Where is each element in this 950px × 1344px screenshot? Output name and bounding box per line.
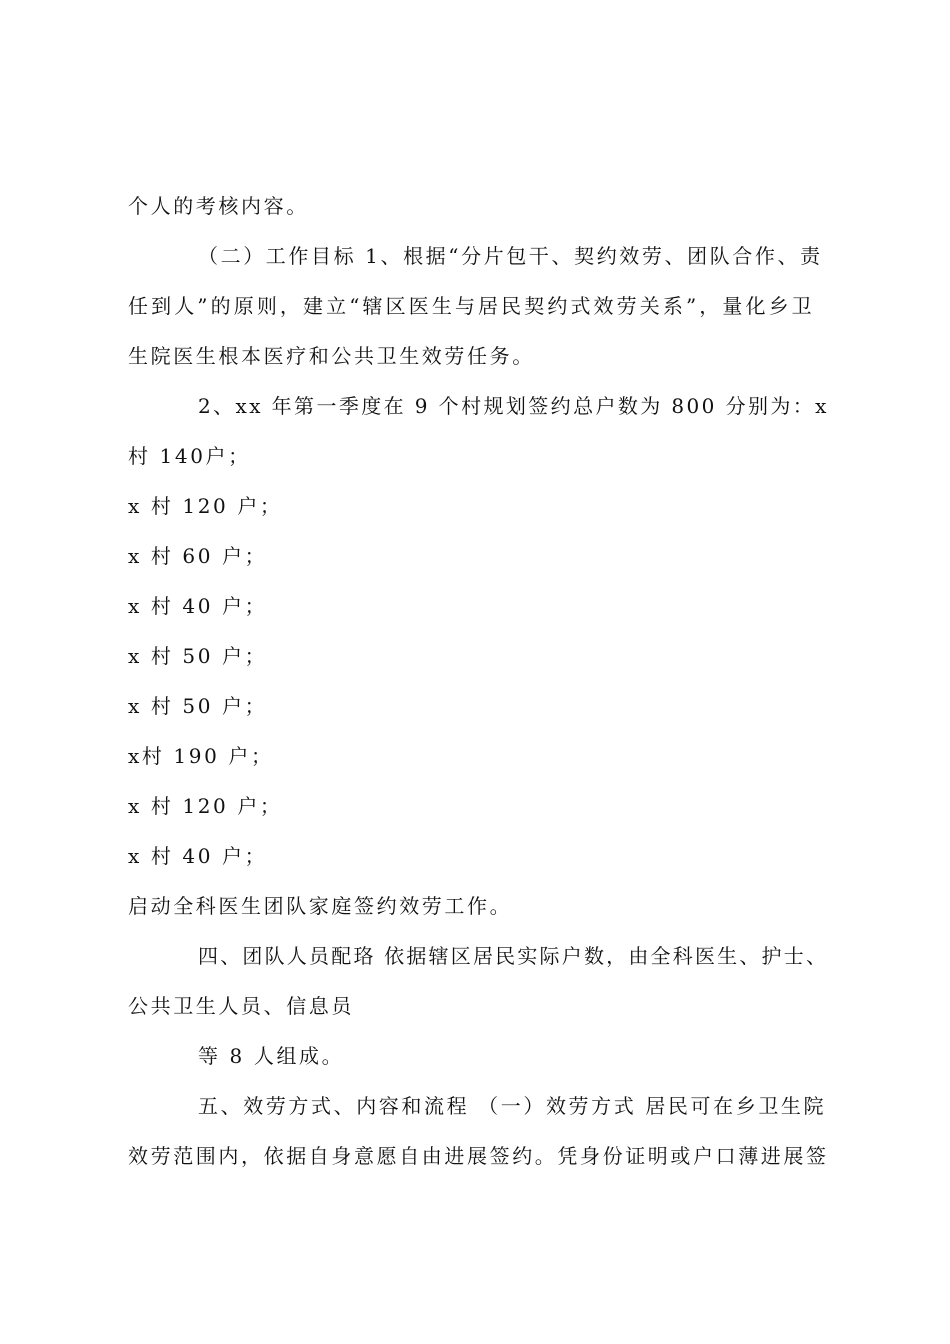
text-line-7: x 村 120 户； [128, 494, 283, 518]
text-line-2: （二）工作目标 1、根据“分片包干、契约效劳、团队合作、责 [198, 244, 823, 268]
text-line-20: 效劳范围内，依据自身意愿自由进展签约。凭身份证明或户口薄进展签 [128, 1144, 829, 1168]
text-line-1: 个人的考核内容。 [128, 194, 309, 218]
text-line-18: 等 8 人组成。 [198, 1044, 345, 1068]
text-line-3: 任到人”的原则，建立“辖区医生与居民契约式效劳关系”，量化乡卫 [128, 294, 815, 318]
text-line-14: x 村 40 户； [128, 844, 268, 868]
text-line-9: x 村 40 户； [128, 594, 268, 618]
text-line-8: x 村 60 户； [128, 544, 268, 568]
text-line-13: x 村 120 户； [128, 794, 283, 818]
text-line-12: x村 190 户； [128, 744, 274, 768]
text-line-10: x 村 50 户； [128, 644, 268, 668]
text-line-19: 五、效劳方式、内容和流程 （一）效劳方式 居民可在乡卫生院 [198, 1094, 827, 1118]
text-line-15: 启动全科医生团队家庭签约效劳工作。 [128, 894, 513, 918]
text-line-6: 村 140户； [128, 444, 251, 468]
text-line-16: 四、团队人员配珞 依据辖区居民实际户数，由全科医生、护士、 [198, 944, 829, 968]
text-line-5: 2、xx 年第一季度在 9 个村规划签约总户数为 800 分别为：x [198, 394, 829, 418]
text-line-11: x 村 50 户； [128, 694, 268, 718]
text-line-17: 公共卫生人员、信息员 [128, 994, 354, 1018]
text-line-4: 生院医生根本医疗和公共卫生效劳任务。 [128, 344, 535, 368]
